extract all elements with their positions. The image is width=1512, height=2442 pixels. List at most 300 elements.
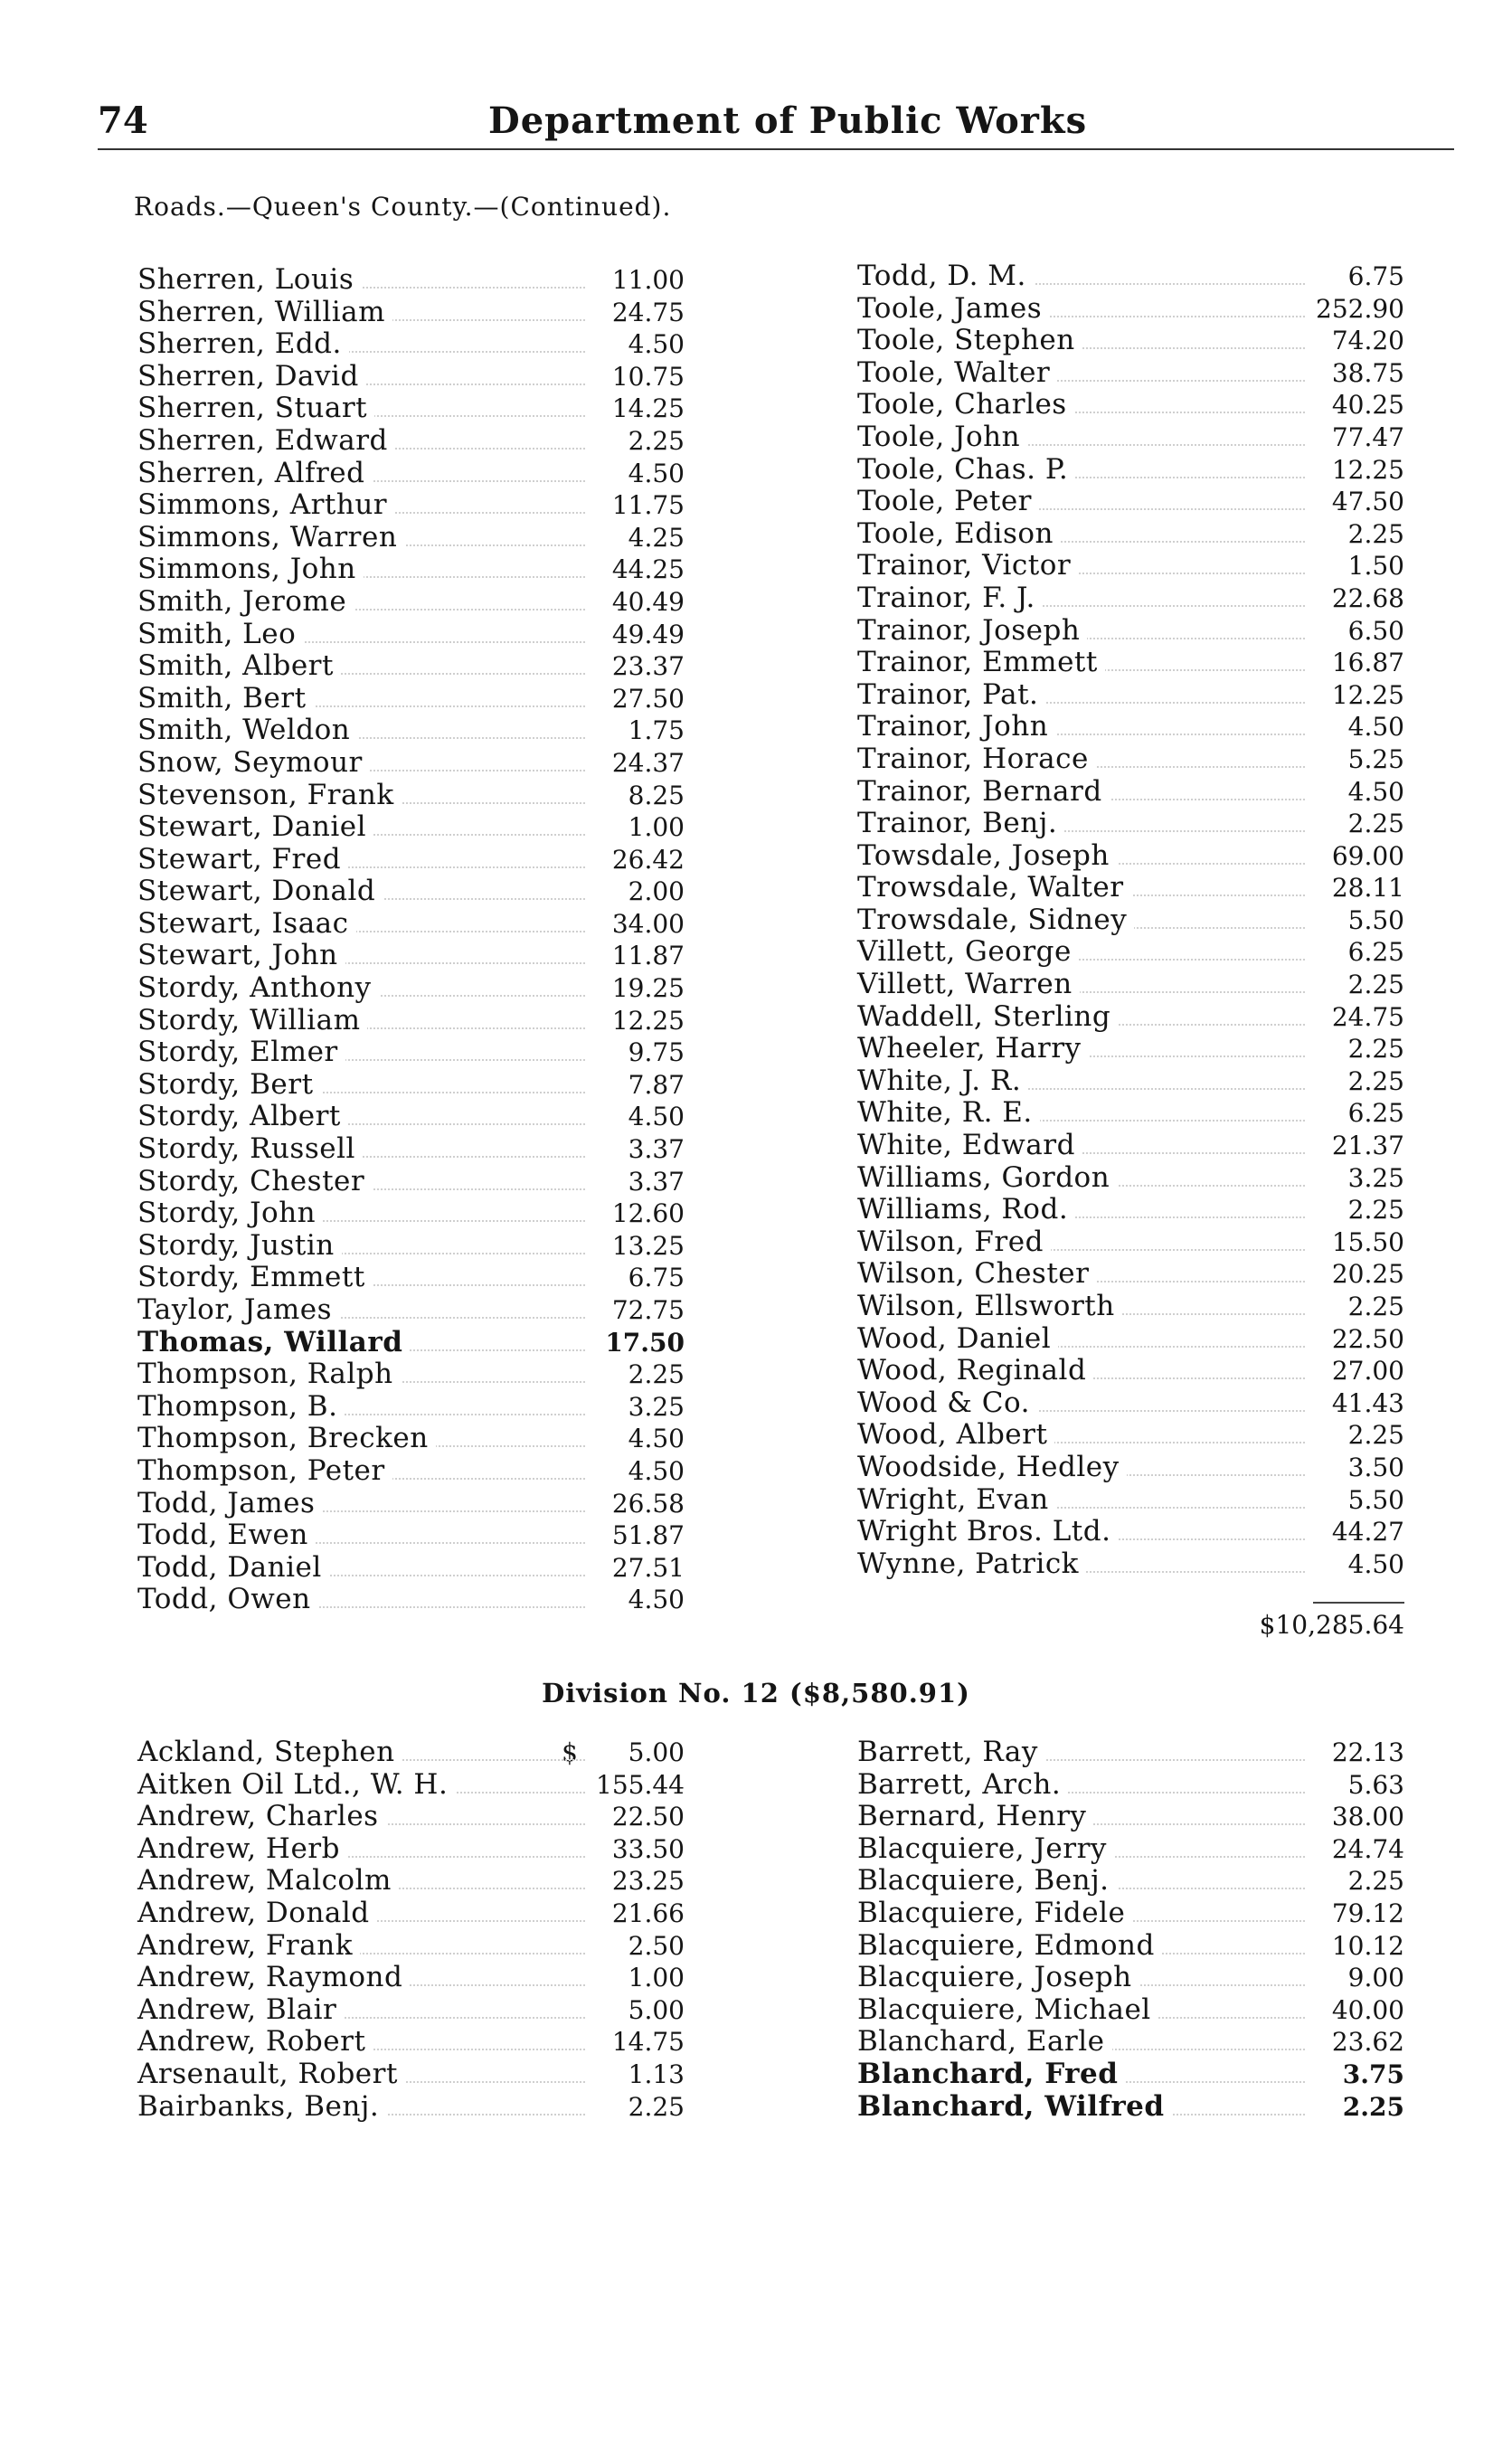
payment-amount: 252.90 [1316, 293, 1404, 324]
payment-amount: 4.50 [628, 1102, 685, 1132]
list-item [857, 1833, 1404, 1866]
payment-amount: 2.25 [628, 1359, 685, 1390]
list-item [857, 2026, 1404, 2059]
list-item [857, 1548, 1404, 1581]
payment-amount: 9.00 [1347, 1963, 1404, 1993]
payee-name: Toole, Charles [857, 389, 1074, 421]
payee-name: Wilson, Ellsworth [857, 1291, 1122, 1323]
list-item [857, 454, 1404, 487]
payee-name: Trainor, Benj. [857, 808, 1064, 840]
payee-name: Blanchard, Earle [857, 2026, 1112, 2059]
list-item [137, 554, 685, 586]
payment-amount: 77.47 [1331, 421, 1404, 452]
list-item [857, 1769, 1404, 1802]
list-item [137, 1391, 685, 1424]
payment-amount: 40.49 [611, 586, 685, 617]
list-item [857, 1930, 1404, 1963]
payee-name: Wood, Daniel [857, 1323, 1058, 1356]
payment-amount: 10.75 [611, 361, 685, 392]
payment-amount: 6.75 [1347, 261, 1404, 291]
payee-name: Wood & Co. [857, 1387, 1037, 1420]
payee-name: Todd, James [137, 1488, 322, 1520]
payee-name: Blanchard, Wilfred [857, 2091, 1172, 2124]
list-item [857, 711, 1404, 743]
payee-name: Smith, Jerome [137, 586, 354, 619]
payee-name: Stordy, Russell [137, 1133, 363, 1166]
payment-amount: 17.50 [605, 1327, 685, 1358]
payee-name: Sherren, David [137, 361, 366, 393]
list-item [857, 1419, 1404, 1452]
list-item [857, 1097, 1404, 1130]
section1-left-column [137, 264, 685, 1616]
list-item [857, 1516, 1404, 1548]
list-item [857, 1001, 1404, 1034]
payment-amount: 1.13 [628, 2059, 685, 2089]
payee-name: Aitken Oil Ltd., W. H. [137, 1769, 455, 1802]
payment-amount: 23.62 [1331, 2027, 1404, 2058]
list-item [857, 679, 1404, 712]
payment-amount: 26.42 [611, 844, 685, 875]
payment-amount: 47.50 [1331, 487, 1404, 517]
payment-amount: 6.25 [1347, 1098, 1404, 1129]
payee-name: Stordy, Albert [137, 1101, 348, 1133]
list-item [137, 1262, 685, 1294]
list-item [857, 1065, 1404, 1098]
list-item [137, 522, 685, 554]
list-item [857, 421, 1404, 454]
payment-amount: 22.50 [1331, 1323, 1404, 1354]
payment-amount: 6.25 [1347, 937, 1404, 968]
list-item [137, 844, 685, 876]
payment-amount: 2.25 [1347, 970, 1404, 1000]
payment-amount: 44.25 [611, 554, 685, 585]
list-item [137, 1166, 685, 1198]
payment-amount: 69.00 [1331, 840, 1404, 871]
payee-name: Sherren, William [137, 297, 392, 329]
list-item [857, 647, 1404, 679]
payee-name: Blacquiere, Edmond [857, 1930, 1162, 1963]
payee-name: Andrew, Robert [137, 2026, 373, 2059]
list-item [137, 1801, 685, 1833]
payee-name: Smith, Leo [137, 619, 303, 651]
list-item [857, 1737, 1404, 1769]
head-rule [98, 148, 1454, 150]
list-item [137, 940, 685, 972]
payee-name: Toole, Peter [857, 486, 1039, 518]
list-item [137, 780, 685, 812]
payee-name: Williams, Rod. [857, 1194, 1075, 1226]
payee-name: Stordy, Chester [137, 1166, 372, 1198]
payment-amount: 5.63 [1347, 1769, 1404, 1800]
list-item [857, 1962, 1404, 1994]
payment-amount: 14.25 [611, 393, 685, 424]
payee-name: Villett, George [857, 936, 1079, 969]
running-head: Department of Public Works [488, 99, 1088, 142]
payment-amount: 15.50 [1331, 1226, 1404, 1257]
list-item [137, 1833, 685, 1866]
payee-name: Wright Bros. Ltd. [857, 1516, 1118, 1548]
payee-name: Arsenault, Robert [137, 2059, 405, 2091]
payee-name: Andrew, Donald [137, 1898, 377, 1930]
payee-name: Andrew, Charles [137, 1801, 386, 1833]
payee-name: Toole, Walter [857, 357, 1057, 390]
payment-amount: 8.25 [628, 780, 685, 810]
payment-amount: 79.12 [1331, 1898, 1404, 1928]
payee-name: Waddell, Sterling [857, 1001, 1118, 1034]
payee-name: Simmons, John [137, 554, 364, 586]
payment-amount: 12.25 [1331, 679, 1404, 710]
list-item [137, 1005, 685, 1037]
payee-name: Snow, Seymour [137, 747, 370, 780]
payment-amount: 4.50 [1347, 1548, 1404, 1579]
list-item [857, 1801, 1404, 1833]
payment-amount: 2.25 [628, 425, 685, 456]
payee-name: Stordy, Emmett [137, 1262, 373, 1294]
payee-name: Ackland, Stephen [137, 1737, 402, 1769]
payment-amount: 4.25 [628, 522, 685, 553]
list-item [137, 715, 685, 747]
payment-amount: 3.50 [1347, 1452, 1404, 1482]
payment-amount: 4.50 [628, 1424, 685, 1454]
payee-name: Smith, Albert [137, 650, 341, 683]
list-item [857, 1194, 1404, 1226]
division-left-column [137, 1737, 685, 2123]
payee-name: Thompson, B. [137, 1391, 345, 1424]
list-item [857, 1162, 1404, 1195]
payment-amount: 40.25 [1331, 390, 1404, 421]
section1-right-column [857, 260, 1404, 1580]
list-item [137, 1230, 685, 1263]
list-item [137, 2026, 685, 2059]
division-right-column [857, 1737, 1404, 2123]
payment-amount: 1.00 [628, 812, 685, 843]
list-item [137, 811, 685, 844]
payment-amount: 27.50 [611, 683, 685, 714]
list-item [137, 458, 685, 490]
list-item [857, 936, 1404, 969]
payee-name: Smith, Weldon [137, 715, 357, 747]
payment-amount: 49.49 [611, 619, 685, 649]
payee-name: Trowsdale, Sidney [857, 904, 1134, 937]
payment-amount: 24.75 [1331, 1001, 1404, 1032]
payee-name: Stordy, Elmer [137, 1036, 345, 1069]
list-item [857, 325, 1404, 357]
payment-amount: 21.37 [1331, 1131, 1404, 1161]
payee-name: Taylor, James [137, 1294, 339, 1327]
payee-name: Andrew, Blair [137, 1994, 344, 2027]
payment-amount: 21.66 [611, 1898, 685, 1928]
list-item [137, 1865, 685, 1898]
list-item [857, 1355, 1404, 1387]
payee-name: Williams, Gordon [857, 1162, 1117, 1195]
payment-amount: 38.00 [1331, 1802, 1404, 1832]
payment-amount: 7.87 [628, 1069, 685, 1100]
payment-amount: 24.37 [611, 747, 685, 778]
list-item [857, 1865, 1404, 1898]
payment-amount: 13.25 [611, 1230, 685, 1261]
list-item [857, 2091, 1404, 2124]
payee-name: Towsdale, Joseph [857, 840, 1117, 873]
payment-amount: 51.87 [611, 1520, 685, 1551]
list-item [137, 1036, 685, 1069]
payment-amount: 10.12 [1331, 1930, 1404, 1961]
payment-amount: 22.13 [1331, 1737, 1404, 1767]
payee-name: Stevenson, Frank [137, 780, 402, 812]
list-item [857, 1291, 1404, 1323]
payment-amount: 2.25 [1347, 1195, 1404, 1226]
list-item [857, 1130, 1404, 1162]
payee-name: Toole, Stephen [857, 325, 1082, 357]
payment-amount: 24.75 [611, 297, 685, 327]
payee-name: Barrett, Ray [857, 1737, 1045, 1769]
list-item [137, 650, 685, 683]
payment-amount: 27.51 [611, 1552, 685, 1583]
payee-name: Wilson, Chester [857, 1258, 1096, 1291]
payment-amount: 26.58 [611, 1488, 685, 1519]
payee-name: Stewart, John [137, 940, 345, 972]
list-item [137, 1327, 685, 1359]
payment-amount: 1.50 [1347, 551, 1404, 582]
payment-amount: 2.25 [1342, 2091, 1404, 2122]
list-item [857, 1033, 1404, 1065]
section-subheading: Roads.—Queen's County.—(Continued). [134, 192, 672, 222]
list-item [137, 1423, 685, 1455]
list-item [857, 904, 1404, 937]
payee-name: Blacquiere, Benj. [857, 1865, 1117, 1898]
payee-name: Trainor, Victor [857, 550, 1078, 582]
payee-name: Villett, Warren [857, 969, 1080, 1001]
payee-name: Trainor, Pat. [857, 679, 1045, 712]
payment-amount: 3.25 [628, 1391, 685, 1422]
list-item [857, 1898, 1404, 1930]
list-item [857, 582, 1404, 615]
list-item [137, 489, 685, 522]
payee-name: Blacquiere, Joseph [857, 1962, 1139, 1994]
payment-amount: 11.00 [611, 265, 685, 295]
list-item [857, 615, 1404, 648]
payee-name: Wheeler, Harry [857, 1033, 1089, 1065]
dollar-sign: $ [562, 1737, 578, 1767]
payee-name: Simmons, Warren [137, 522, 404, 554]
list-item [137, 297, 685, 329]
list-item [857, 293, 1404, 326]
list-item [137, 1455, 685, 1488]
list-item [137, 1069, 685, 1102]
payment-amount: 74.20 [1331, 326, 1404, 356]
payee-name: Wilson, Fred [857, 1226, 1051, 1259]
payee-name: Simmons, Arthur [137, 489, 394, 522]
list-item [857, 486, 1404, 518]
list-item [137, 1737, 685, 1769]
list-item [857, 518, 1404, 551]
payee-name: Todd, D. M. [857, 260, 1034, 293]
payee-name: Bairbanks, Benj. [137, 2091, 386, 2124]
list-item [137, 264, 685, 297]
payment-amount: 2.25 [1347, 1065, 1404, 1096]
payee-name: Todd, Daniel [137, 1552, 329, 1585]
payee-name: Thompson, Ralph [137, 1358, 401, 1391]
payee-name: Blacquiere, Jerry [857, 1833, 1114, 1866]
list-item [857, 1387, 1404, 1420]
list-item [857, 872, 1404, 904]
payee-name: Barrett, Arch. [857, 1769, 1068, 1802]
list-item [857, 840, 1404, 873]
list-item [137, 1552, 685, 1585]
payee-name: Trowsdale, Walter [857, 872, 1131, 904]
list-item [137, 1133, 685, 1166]
payee-name: Andrew, Raymond [137, 1962, 410, 1994]
payee-name: Thomas, Willard [137, 1327, 410, 1359]
payee-name: Stewart, Donald [137, 876, 383, 908]
payment-amount: 44.27 [1331, 1517, 1404, 1548]
list-item [137, 328, 685, 361]
list-item [857, 1994, 1404, 2027]
payment-amount: 2.25 [1347, 809, 1404, 839]
section1-total: $10,285.64 [1259, 1610, 1404, 1640]
list-item [137, 2091, 685, 2124]
payment-amount: 4.50 [628, 1585, 685, 1615]
list-item [137, 1294, 685, 1327]
list-item [857, 1452, 1404, 1484]
list-item [137, 1101, 685, 1133]
payment-amount: 6.50 [1347, 615, 1404, 646]
payee-name: Blanchard, Fred [857, 2059, 1125, 2091]
payee-name: Thompson, Peter [137, 1455, 392, 1488]
payee-name: White, R. E. [857, 1097, 1040, 1130]
payee-name: Stordy, John [137, 1197, 323, 1230]
payment-amount: 20.25 [1331, 1259, 1404, 1290]
list-item [137, 619, 685, 651]
payment-amount: 4.50 [628, 458, 685, 488]
payment-amount: 2.25 [628, 2091, 685, 2122]
payment-amount: 14.75 [611, 2027, 685, 2058]
payment-amount: 5.00 [628, 1994, 685, 2025]
payment-amount: 33.50 [611, 1833, 685, 1864]
list-item [857, 1484, 1404, 1517]
list-item [857, 260, 1404, 293]
payment-amount: 22.68 [1331, 582, 1404, 613]
payment-amount: 19.25 [611, 973, 685, 1004]
list-item [137, 1584, 685, 1616]
payment-amount: 40.00 [1331, 1994, 1404, 2025]
payment-amount: 2.25 [1347, 1420, 1404, 1451]
payment-amount: 23.25 [611, 1866, 685, 1897]
payee-name: Andrew, Frank [137, 1930, 360, 1963]
payee-name: Stewart, Fred [137, 844, 348, 876]
payment-amount: 155.44 [596, 1769, 685, 1800]
payee-name: Trainor, John [857, 711, 1055, 743]
payment-amount: 3.75 [1342, 2059, 1404, 2089]
list-item [137, 586, 685, 619]
payment-amount: 1.00 [628, 1963, 685, 1993]
payee-name: Toole, James [857, 293, 1049, 326]
payment-amount: 11.75 [611, 490, 685, 521]
payment-amount: 23.37 [611, 651, 685, 682]
payee-name: Thompson, Brecken [137, 1423, 436, 1455]
payment-amount: 5.50 [1347, 1484, 1404, 1515]
list-item [137, 1519, 685, 1552]
list-item [857, 389, 1404, 421]
payee-name: Toole, Edison [857, 518, 1061, 551]
payment-amount: 4.50 [1347, 712, 1404, 743]
payee-name: Trainor, Horace [857, 743, 1096, 776]
payee-name: Andrew, Herb [137, 1833, 347, 1866]
list-item [137, 747, 685, 780]
payment-amount: 11.87 [611, 941, 685, 971]
payee-name: White, Edward [857, 1130, 1082, 1162]
payee-name: Smith, Bert [137, 683, 314, 715]
payment-amount: 3.37 [628, 1134, 685, 1165]
payment-amount: 5.00 [628, 1737, 685, 1767]
list-item [137, 1898, 685, 1930]
payee-name: Sherren, Stuart [137, 393, 374, 425]
payee-name: Stordy, Bert [137, 1069, 321, 1102]
payee-name: Sherren, Alfred [137, 458, 373, 490]
list-item [857, 1258, 1404, 1291]
list-item [137, 393, 685, 425]
division-heading: Division No. 12 ($8,580.91) [542, 1678, 970, 1708]
payee-name: Stordy, William [137, 1005, 367, 1037]
payee-name: Andrew, Malcolm [137, 1865, 399, 1898]
list-item [137, 683, 685, 715]
list-item [857, 808, 1404, 840]
payee-name: Toole, Chas. P. [857, 454, 1075, 487]
payment-amount: 27.00 [1331, 1356, 1404, 1387]
payment-amount: 12.60 [611, 1198, 685, 1229]
payee-name: Toole, John [857, 421, 1027, 454]
payee-name: White, J. R. [857, 1065, 1028, 1098]
payee-name: Sherren, Edd. [137, 328, 349, 361]
list-item [857, 1323, 1404, 1356]
payment-amount: 2.25 [1347, 1866, 1404, 1897]
total-rule [1313, 1602, 1404, 1604]
list-item [857, 357, 1404, 390]
list-item [857, 550, 1404, 582]
payment-amount: 4.50 [628, 1455, 685, 1486]
payee-name: Woodside, Hedley [857, 1452, 1127, 1484]
payee-name: Stordy, Justin [137, 1230, 342, 1263]
list-item [137, 361, 685, 393]
list-item [137, 425, 685, 458]
payment-amount: 2.25 [1347, 1034, 1404, 1065]
payment-amount: 72.75 [611, 1295, 685, 1325]
payment-amount: 22.50 [611, 1802, 685, 1832]
payment-amount: 24.74 [1331, 1833, 1404, 1864]
payment-amount: 2.00 [628, 876, 685, 907]
payment-amount: 41.43 [1331, 1387, 1404, 1418]
list-item [857, 743, 1404, 776]
list-item [857, 2059, 1404, 2091]
payee-name: Stewart, Isaac [137, 908, 356, 941]
payment-amount: 2.50 [628, 1930, 685, 1961]
payment-amount: 4.50 [1347, 776, 1404, 807]
payment-amount: 12.25 [1331, 454, 1404, 485]
payment-amount: 4.50 [628, 329, 685, 360]
list-item [137, 1197, 685, 1230]
payee-name: Wood, Albert [857, 1419, 1054, 1452]
payee-name: Trainor, Bernard [857, 776, 1110, 809]
list-item [137, 1488, 685, 1520]
payee-name: Trainor, F. J. [857, 582, 1043, 615]
list-item [137, 1930, 685, 1963]
payment-amount: 1.75 [628, 715, 685, 746]
payee-name: Wood, Reginald [857, 1355, 1093, 1387]
payment-amount: 9.75 [628, 1037, 685, 1068]
list-item [137, 876, 685, 908]
payee-name: Wynne, Patrick [857, 1548, 1086, 1581]
payee-name: Todd, Ewen [137, 1519, 316, 1552]
payment-amount: 12.25 [611, 1005, 685, 1036]
